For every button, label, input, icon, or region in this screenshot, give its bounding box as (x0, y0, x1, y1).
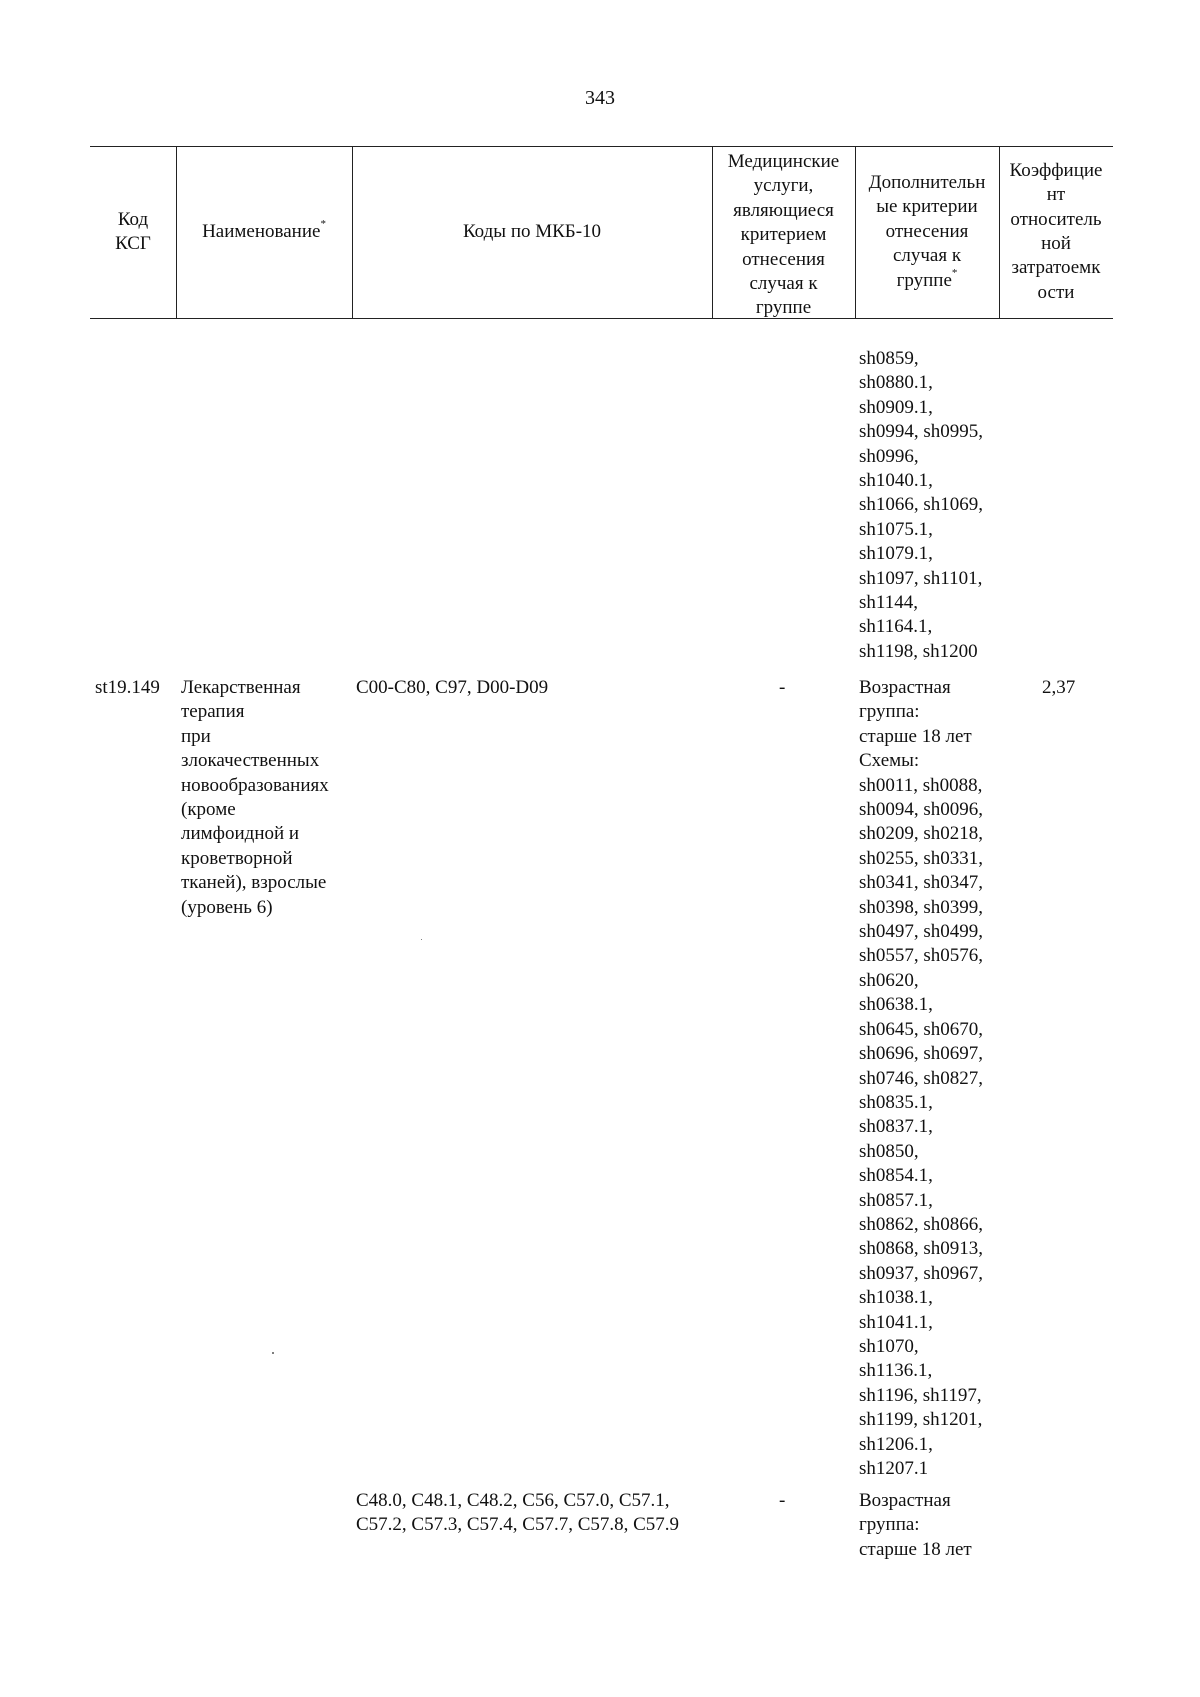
header-icd (352, 146, 712, 318)
row-coefficient: 2,37 (1042, 677, 1076, 698)
row-extra-criteria: Возрастная группа: старше 18 лет Схемы: sh0011, sh0088, sh0094, sh0096, sh0209, sh0218, sh0255, sh0331, sh0341, sh0347, sh0398, sh0399, sh0497, sh0499, sh0557, sh0576, sh0620, sh0638.1, sh0645, sh0670, sh0696, sh0697, sh0746, sh0827, sh0835.1, sh0837.1, sh0850, sh0854.1, sh0857.1, sh0862, sh0866, sh0868, sh0913, sh0937, sh0967, sh1038.1, sh1041.1, sh1070, sh1136.1, sh1196, sh1197, sh1199, sh1201, sh1206.1, sh1207.1 (859, 677, 984, 1479)
row-icd-codes: C00-C80, C97, D00-D09 (356, 677, 549, 698)
row2-extra-criteria: Возрастная группа: старше 18 лет (859, 1490, 972, 1560)
header-coef-text: Коэффицие нт относитель ной затратоемк ости (1009, 159, 1103, 303)
header-name-label: Наименование (202, 220, 321, 242)
header-code-text: Код КСГ (115, 208, 151, 254)
header-extra-footnote-mark: * (951, 267, 958, 280)
page-number: 343 (585, 87, 615, 109)
row-name: Лекарственная терапия при злокачественных новообразованиях (кроме лимфоидной и кроветворной тканей), взрослые (уровень 6) (181, 677, 329, 918)
row-code: st19.149 (95, 677, 160, 698)
header-extra (855, 146, 999, 318)
header-name (176, 146, 352, 318)
header-services-text: Медицинские услуги, являющиеся критерием отнесения случая к группе (727, 151, 840, 319)
header-icd-text: Коды по МКБ-10 (462, 220, 602, 242)
scan-speck (421, 939, 422, 940)
row2-services: - (779, 1490, 786, 1511)
header-services (712, 146, 855, 318)
row-services: - (779, 677, 786, 698)
header-coef (999, 146, 1113, 318)
header-code (90, 146, 176, 318)
header-bottom-rule (90, 318, 1113, 319)
row2-icd-codes: C48.0, C48.1, C48.2, C56, C57.0, C57.1, C57.2, C57.3, C57.4, C57.7, C57.8, C57.9 (356, 1490, 680, 1536)
header-extra-text (869, 171, 986, 293)
header-extra-label: Дополнительн ые критерии отнесения случая к группе (868, 171, 986, 291)
header-name-footnote-mark: * (320, 218, 326, 231)
scan-speck (272, 1352, 274, 1354)
header-name-text (202, 220, 326, 244)
continuation-extra-criteria: sh0859, sh0880.1, sh0909.1, sh0994, sh0995, sh0996, sh1040.1, sh1066, sh1069, sh1075.1, sh1079.1, sh1097, sh1101, sh1144, sh1164.1, sh1198, sh1200 (859, 348, 984, 662)
